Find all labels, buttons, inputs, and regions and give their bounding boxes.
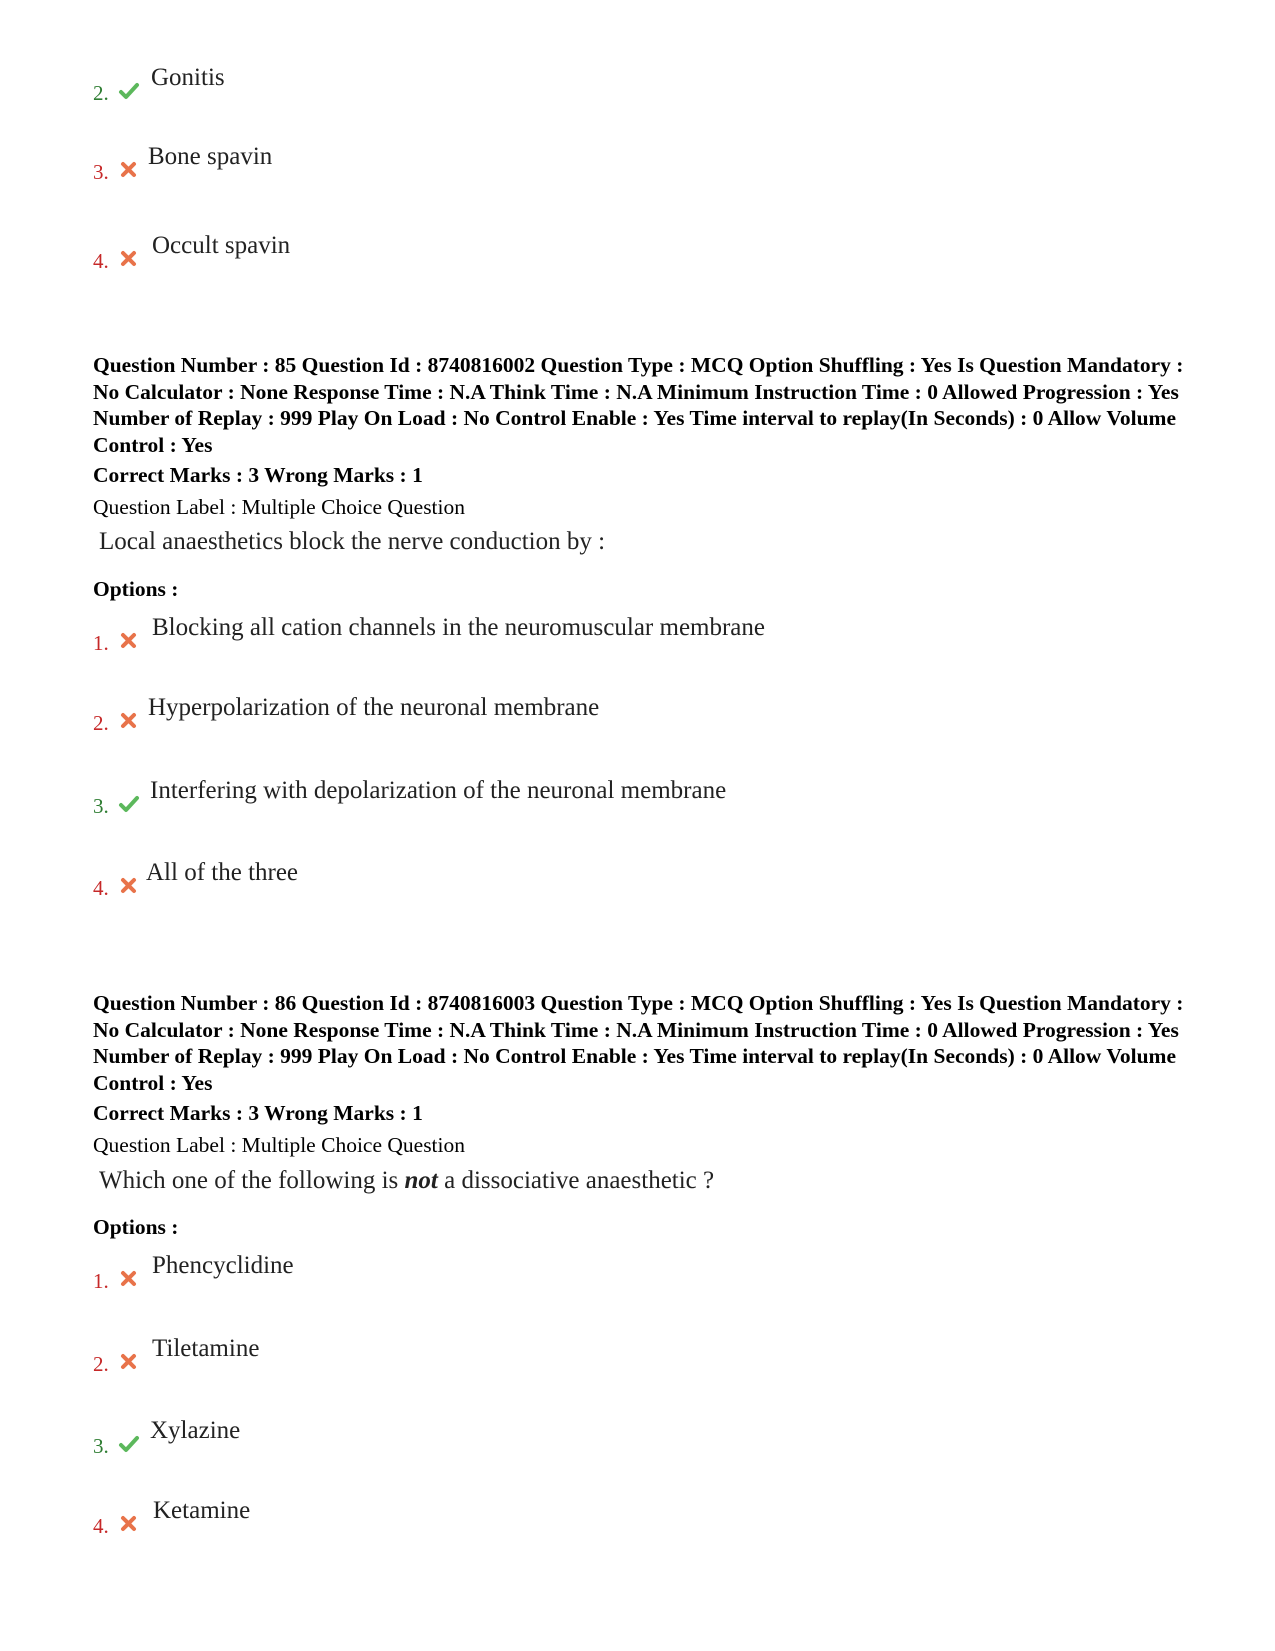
option-number: 1. — [93, 1269, 109, 1293]
option-text: Phencyclidine — [152, 1252, 294, 1279]
question-text — [99, 1167, 714, 1195]
question-text-before: Which one of the following is — [99, 1167, 405, 1194]
question-text-emphasis: not — [404, 1167, 438, 1194]
option-row — [93, 232, 993, 272]
question-marks: Correct Marks : 3 Wrong Marks : 1 — [93, 463, 423, 487]
question-label: Question Label : Multiple Choice Question — [93, 495, 466, 519]
option-number: 4. — [93, 1514, 109, 1538]
option-number: 3. — [93, 1434, 109, 1458]
cross-icon — [118, 710, 140, 732]
option-text: Blocking all cation channels in the neuromuscular membrane — [152, 614, 766, 641]
cross-icon — [118, 159, 140, 181]
option-number: 4. — [93, 876, 109, 900]
question-text: Local anaesthetics block the nerve conduction by : — [99, 528, 606, 555]
cross-icon — [118, 248, 140, 270]
option-row — [93, 1497, 993, 1537]
question-text-after: a dissociative anaesthetic ? — [437, 1167, 715, 1194]
cross-icon — [118, 1351, 140, 1373]
options-header: Options : — [93, 1215, 179, 1239]
option-number: 3. — [93, 794, 109, 818]
option-row — [93, 1417, 993, 1457]
option-number: 2. — [93, 711, 109, 735]
check-icon — [118, 1433, 140, 1455]
cross-icon — [118, 1513, 140, 1535]
option-row — [93, 143, 993, 183]
option-row — [93, 777, 993, 817]
check-icon — [118, 793, 140, 815]
option-text: Hyperpolarization of the neuronal membrane — [148, 694, 600, 721]
option-number: 1. — [93, 631, 109, 655]
option-row — [93, 1335, 993, 1375]
question-meta: Question Number : 85 Question Id : 8740816002 Question Type : MCQ Option Shuffling : Yes Is Question Mandatory : No Calculator : None Response Time : N.A Think Time : N.A Minimum Instruction Time : 0 Allowed Progression : Yes Number of Replay : 999 Play On Load : No Control Enable : Yes Time interval to replay(In Seconds) : 0 Allow Volume Control : Yes — [93, 353, 1184, 457]
option-text: Gonitis — [151, 64, 225, 91]
option-number: 4. — [93, 249, 109, 273]
option-row — [93, 64, 993, 104]
options-header: Options : — [93, 577, 179, 601]
question-label: Question Label : Multiple Choice Question — [93, 1133, 466, 1157]
option-text: Interfering with depolarization of the neuronal membrane — [150, 777, 727, 804]
check-icon — [118, 80, 140, 102]
question-meta: Question Number : 86 Question Id : 8740816003 Question Type : MCQ Option Shuffling : Yes Is Question Mandatory : No Calculator : None Response Time : N.A Think Time : N.A Minimum Instruction Time : 0 Allowed Progression : Yes Number of Replay : 999 Play On Load : No Control Enable : Yes Time interval to replay(In Seconds) : 0 Allow Volume Control : Yes — [93, 991, 1184, 1095]
option-text: Tiletamine — [152, 1335, 260, 1362]
cross-icon — [118, 1268, 140, 1290]
option-row — [93, 1252, 993, 1292]
option-number: 2. — [93, 81, 109, 105]
option-number: 3. — [93, 160, 109, 184]
option-text: All of the three — [146, 859, 299, 886]
cross-icon — [118, 875, 140, 897]
option-row — [93, 694, 993, 734]
option-row — [93, 859, 993, 899]
option-text: Ketamine — [153, 1497, 251, 1524]
option-number: 2. — [93, 1352, 109, 1376]
option-text: Occult spavin — [152, 232, 291, 259]
cross-icon — [118, 630, 140, 652]
question-marks: Correct Marks : 3 Wrong Marks : 1 — [93, 1101, 423, 1125]
option-text: Xylazine — [150, 1417, 241, 1444]
option-text: Bone spavin — [148, 143, 273, 170]
option-row — [93, 614, 993, 654]
